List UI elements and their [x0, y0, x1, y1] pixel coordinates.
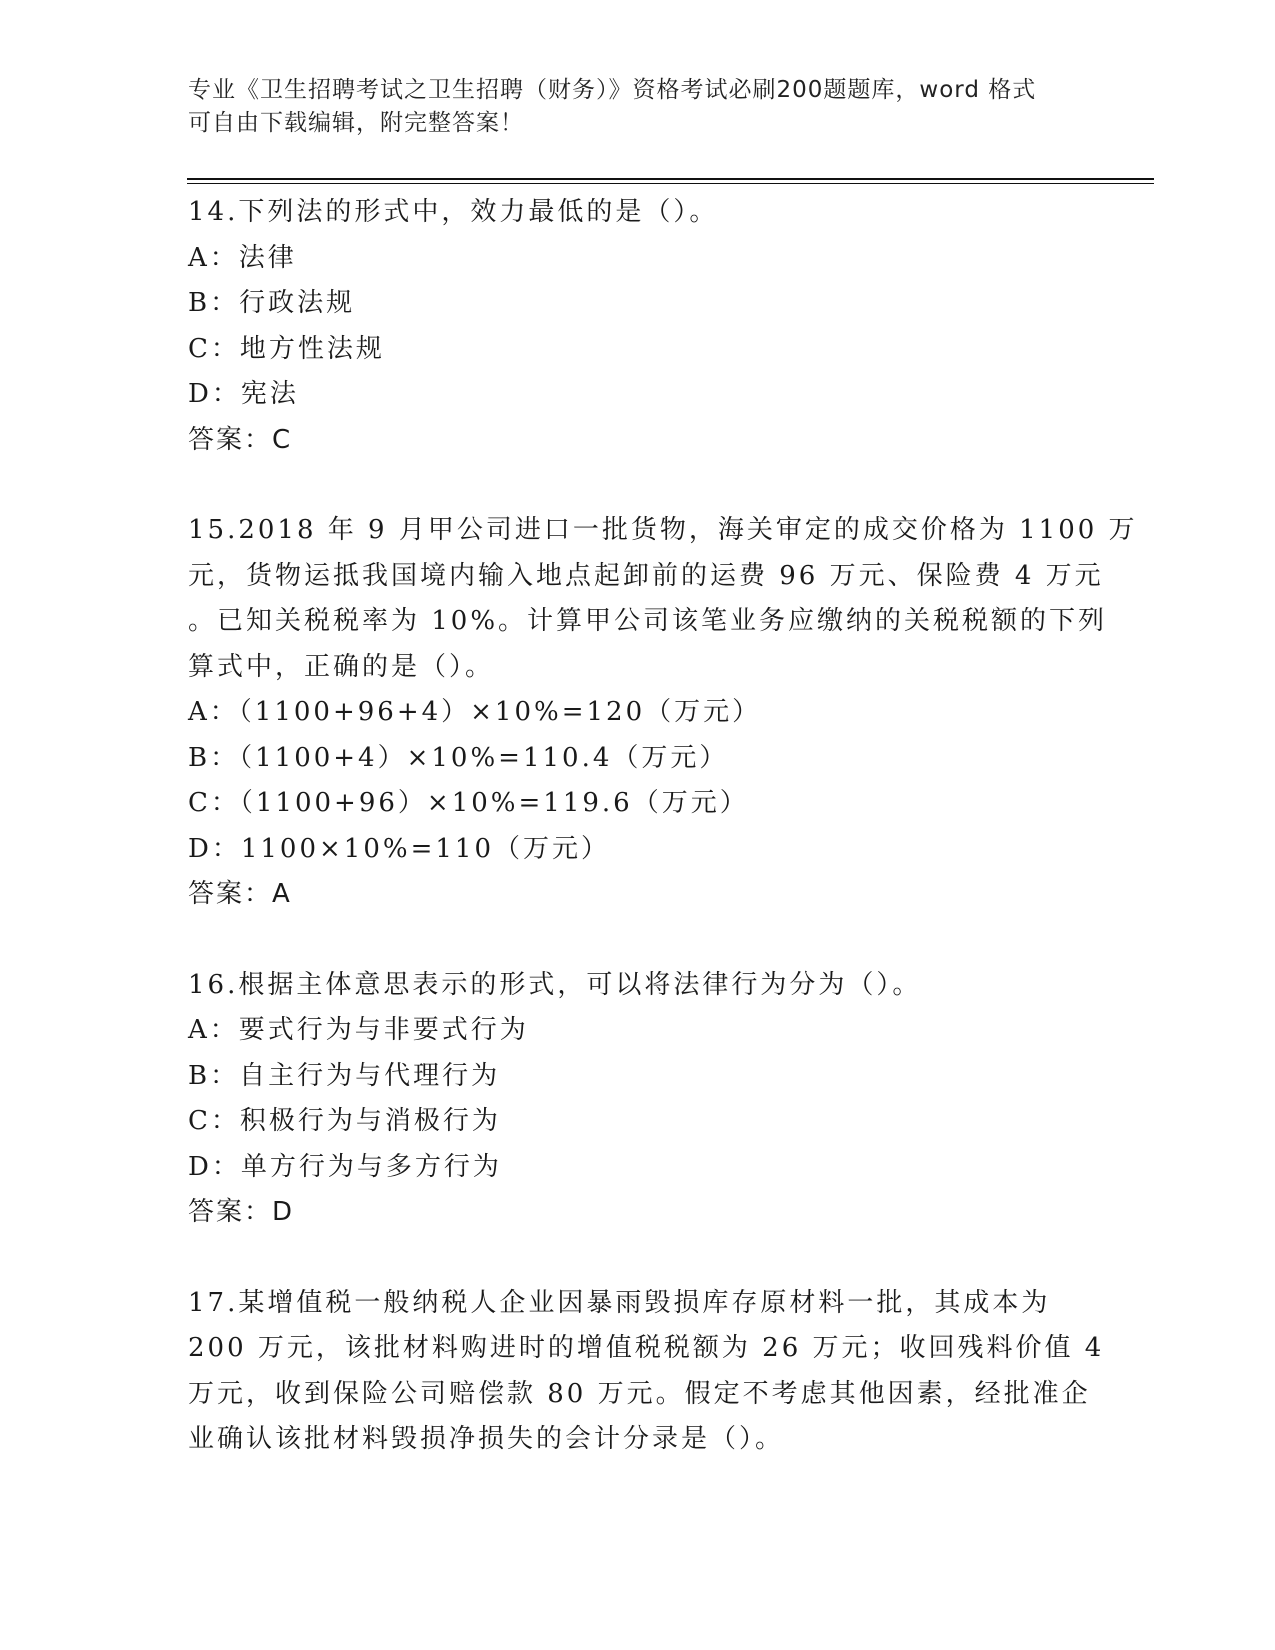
option-b: B：行政法规: [188, 288, 356, 318]
question-stem: 元，货物运抵我国境内输入地点起卸前的运费 96 万元、保险费 4 万元: [188, 560, 1104, 591]
spacer: [188, 463, 1088, 508]
answer-line: 答案：C: [188, 424, 293, 455]
header-divider-thick: [187, 178, 1154, 180]
option-d: D：单方行为与多方行为: [188, 1151, 502, 1182]
answer-line: 答案：A: [188, 879, 292, 909]
header-divider-thin: [187, 183, 1154, 184]
question-stem: 200 万元，该批材料购进时的增值税税额为 26 万元；收回残料价值 4: [188, 1333, 1105, 1363]
question-stem: 14.下列法的形式中，效力最低的是（）。: [188, 197, 719, 227]
question-stem: 万元，收到保险公司赔偿款 80 万元。假定不考虑其他因素，经批准企: [188, 1378, 1091, 1409]
question-list: [188, 190, 1138, 1463]
question-stem: 17.某增值税一般纳税人企业因暴雨毁损库存原材料一批，其成本为: [188, 1287, 1051, 1318]
question-16: [188, 963, 1088, 1236]
document-header: [188, 74, 1088, 140]
question-15: [188, 508, 1138, 918]
question-17: [188, 1281, 1105, 1463]
question-14: [188, 190, 1088, 463]
option-c: C：地方性法规: [188, 333, 385, 364]
question-stem: 业确认该批材料毁损净损失的会计分录是（）。: [188, 1424, 785, 1454]
question-stem: 。已知关税税率为 10%。计算甲公司该笔业务应缴纳的关税税额的下列: [188, 606, 1108, 636]
header-line-1: 专业《卫生招聘考试之卫生招聘（财务）》资格考试必刷200题题库，word 格式: [188, 77, 1037, 103]
spacer: [188, 918, 1088, 963]
option-c: C：（1100+96）×10%=119.6（万元）: [188, 788, 749, 818]
question-stem: 15.2018 年 9 月甲公司进口一批货物，海关审定的成交价格为 1100 万: [188, 515, 1138, 545]
spacer: [188, 1236, 1088, 1281]
option-a: A：法律: [188, 242, 297, 273]
option-b: B：（1100+4）×10%=110.4（万元）: [188, 742, 729, 773]
option-a: A：（1100+96+4）×10%=120（万元）: [188, 697, 762, 727]
answer-line: 答案：D: [188, 1197, 295, 1227]
question-stem: 算式中，正确的是（）。: [188, 651, 495, 682]
option-c: C：积极行为与消极行为: [188, 1106, 501, 1136]
option-b: B：自主行为与代理行为: [188, 1060, 501, 1091]
option-a: A：要式行为与非要式行为: [188, 1015, 529, 1045]
question-stem: 16.根据主体意思表示的形式，可以将法律行为分为（）。: [188, 969, 922, 1000]
header-line-2: 可自由下载编辑，附完整答案！: [188, 110, 524, 136]
option-d: D：1100×10%=110（万元）: [188, 833, 610, 864]
option-d: D：宪法: [188, 379, 299, 409]
